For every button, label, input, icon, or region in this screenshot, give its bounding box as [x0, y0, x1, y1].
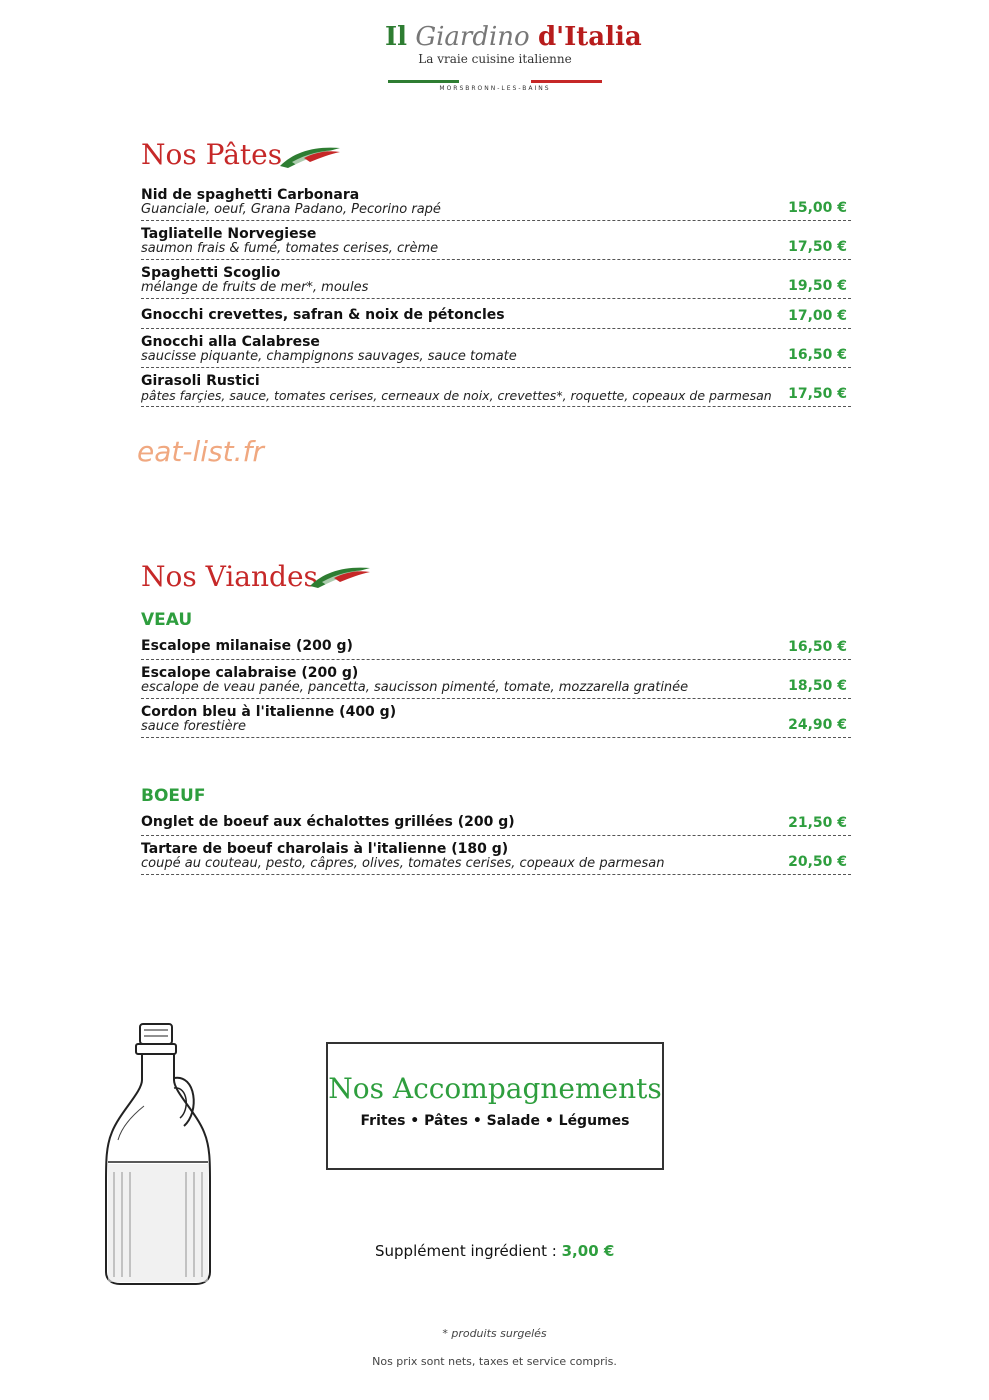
accompagnements-box	[326, 1042, 664, 1170]
italian-flag-brush-icon	[308, 562, 372, 590]
italian-flag-brush-icon	[278, 142, 342, 170]
item-price: 16,50 €	[788, 347, 847, 363]
item-price: 17,50 €	[788, 239, 847, 255]
item-name: Gnocchi crevettes, safran & noix de pétoncles	[141, 307, 505, 323]
supplement-label: Supplément ingrédient :	[375, 1242, 562, 1260]
pates-section-title: Nos Pâtes	[141, 138, 283, 171]
item-desc: sauce forestière	[141, 719, 246, 734]
menu-item	[141, 188, 851, 221]
item-price: 20,50 €	[788, 854, 847, 870]
logo-subtitle: La vraie cuisine italienne	[418, 52, 572, 66]
menu-item	[141, 705, 851, 738]
logo-il: Il	[385, 22, 408, 52]
viandes-section-title: Nos Viandes	[141, 560, 318, 593]
item-name: Tartare de boeuf charolais à l'italienne (180 g)	[141, 841, 509, 857]
menu-item	[141, 266, 851, 299]
item-name: Escalope calabraise (200 g)	[141, 665, 359, 681]
logo-title	[385, 20, 642, 54]
item-desc: mélange de fruits de mer*, moules	[141, 280, 369, 295]
item-name: Spaghetti Scoglio	[141, 265, 281, 281]
menu-item	[141, 666, 851, 699]
item-price: 15,00 €	[788, 200, 847, 216]
item-price: 16,50 €	[788, 639, 847, 655]
item-price: 21,50 €	[788, 815, 847, 831]
menu-item	[141, 227, 851, 260]
item-desc: saumon frais & fumé, tomates cerises, crème	[141, 241, 439, 256]
menu-item	[141, 374, 851, 407]
oil-bottle-icon	[100, 1022, 216, 1288]
item-desc: coupé au couteau, pesto, câpres, olives, tomates cerises, copeaux de parmesan	[141, 856, 665, 871]
boeuf-heading: BOEUF	[141, 786, 206, 806]
supplement-line	[375, 1242, 614, 1260]
restaurant-logo	[385, 20, 642, 95]
supplement-price: 3,00 €	[561, 1242, 615, 1260]
logo-flag-bar	[388, 80, 602, 83]
menu-item	[141, 812, 851, 836]
item-price: 18,50 €	[788, 678, 847, 694]
logo-city: MORSBRONN-LES-BAINS	[439, 85, 551, 92]
menu-item	[141, 335, 851, 368]
item-name: Tagliatelle Norvegiese	[141, 226, 317, 242]
item-name: Onglet de boeuf aux échalottes grillées (200 g)	[141, 814, 515, 830]
item-desc: pâtes farçies, sauce, tomates cerises, cerneaux de noix, crevettes*, roquette, copeaux de parmesan	[141, 388, 772, 403]
menu-item	[141, 636, 851, 660]
logo-ditalia: d'Italia	[537, 22, 642, 52]
boeuf-menu	[141, 812, 851, 881]
watermark: eat-list.fr	[137, 435, 264, 468]
accompagnements-list: Frites • Pâtes • Salade • Légumes	[360, 1113, 630, 1129]
item-name: Escalope milanaise (200 g)	[141, 638, 353, 654]
logo-giardino: Giardino	[415, 22, 530, 52]
item-name: Cordon bleu à l'italienne (400 g)	[141, 704, 397, 720]
accompagnements-title: Nos Accompagnements	[328, 1072, 662, 1105]
pates-menu	[141, 188, 851, 413]
item-desc: Guanciale, oeuf, Grana Padano, Pecorino rapé	[141, 202, 441, 217]
item-name: Girasoli Rustici	[141, 373, 260, 389]
menu-item	[141, 842, 851, 875]
prices-footnote: Nos prix sont nets, taxes et service compris.	[372, 1355, 617, 1368]
item-desc: escalope de veau panée, pancetta, saucisson pimenté, tomate, mozzarella gratinée	[141, 680, 689, 695]
item-price: 24,90 €	[788, 717, 847, 733]
item-price: 17,00 €	[788, 308, 847, 324]
item-name: Nid de spaghetti Carbonara	[141, 187, 360, 203]
menu-item	[141, 305, 851, 329]
veau-menu	[141, 636, 851, 744]
item-price: 17,50 €	[788, 386, 847, 402]
veau-heading: VEAU	[141, 610, 193, 630]
item-name: Gnocchi alla Calabrese	[141, 334, 320, 350]
item-price: 19,50 €	[788, 278, 847, 294]
item-desc: saucisse piquante, champignons sauvages, sauce tomate	[141, 349, 517, 364]
frozen-footnote: * produits surgelés	[442, 1327, 547, 1340]
